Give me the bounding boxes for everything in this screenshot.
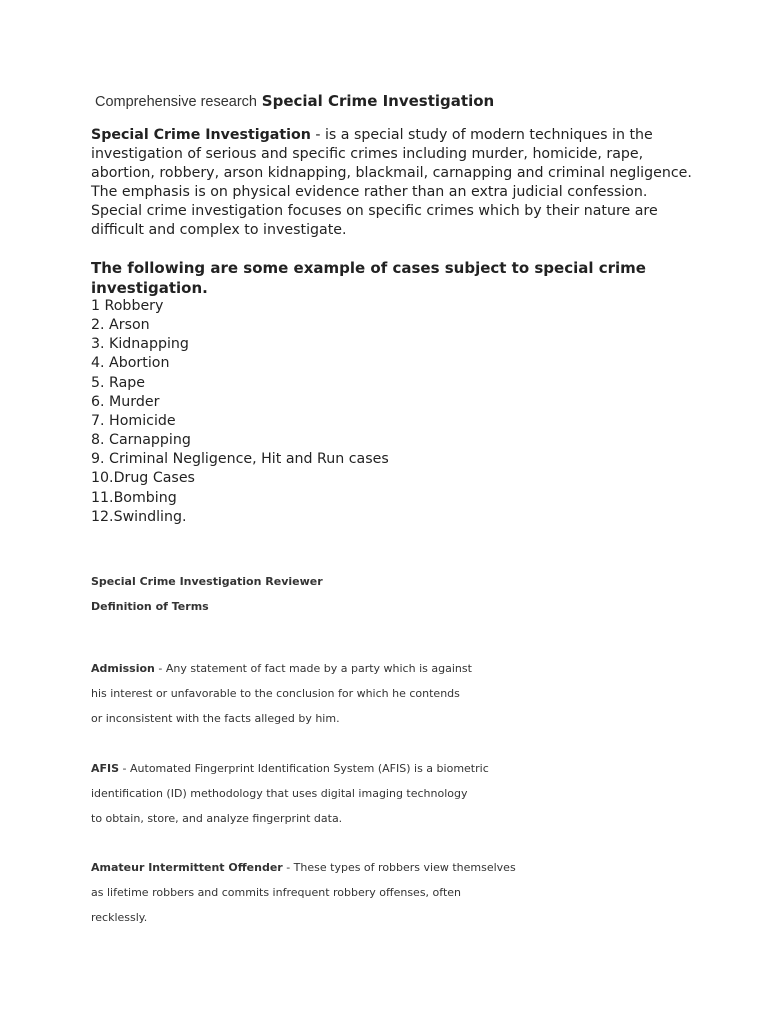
intro-term: Special Crime Investigation	[91, 127, 311, 143]
list-item: 11.Bombing	[91, 489, 177, 506]
term-line: identification (ID) methodology that uses digital imaging technology	[91, 787, 468, 800]
term-definition-afis	[91, 756, 731, 831]
term-line: to obtain, store, and analyze fingerprint data.	[91, 812, 343, 825]
term-text: - Automated Fingerprint Identification System (AFIS) is a biometric	[119, 762, 489, 775]
intro-line: The emphasis is on physical evidence rather than an extra judicial confession.	[91, 184, 648, 200]
cases-heading: The following are some example of cases subject to special crime investigation.	[91, 259, 646, 297]
term-line	[91, 855, 731, 880]
intro-line-text: - is a special study of modern techniques in the	[310, 127, 653, 143]
list-item: 12.Swindling.	[91, 508, 187, 525]
term-line: his interest or unfavorable to the conclusion for which he contends	[91, 687, 460, 700]
list-item: 5. Rape	[91, 374, 146, 391]
intro-line: investigation of serious and specific crimes including murder, homicide, rape,	[91, 146, 644, 162]
list-item: 10.Drug Cases	[91, 470, 195, 487]
term-name: Amateur Intermittent Offender	[91, 861, 283, 874]
intro-line: difficult and complex to investigate.	[91, 222, 347, 238]
term-definition-amateur-intermittent-offender	[91, 855, 731, 930]
header-lead: Comprehensive research	[95, 94, 257, 110]
reviewer-subtitle: Definition of Terms	[91, 600, 209, 613]
list-item: 2. Arson	[91, 317, 150, 334]
term-name: Admission	[91, 662, 155, 675]
intro-line: Special crime investigation focuses on specific crimes which by their nature are	[91, 203, 658, 219]
term-definition-admission	[91, 656, 731, 731]
term-text: - Any statement of fact made by a party which is against	[154, 662, 472, 675]
intro-line: abortion, robbery, arson kidnapping, blackmail, carnapping and criminal negligence.	[91, 165, 692, 181]
document-header	[95, 92, 494, 110]
list-item: 4. Abortion	[91, 355, 170, 372]
list-item: 7. Homicide	[91, 412, 176, 429]
list-item: 6. Murder	[91, 393, 160, 410]
term-line: as lifetime robbers and commits infrequent robbery offenses, often	[91, 886, 462, 899]
term-text: - These types of robbers view themselves	[282, 861, 516, 874]
header-title: Special Crime Investigation	[261, 92, 495, 110]
cases-list	[91, 297, 389, 527]
term-line: or inconsistent with the facts alleged by him.	[91, 712, 340, 725]
list-item: 8. Carnapping	[91, 432, 191, 449]
reviewer-title: Special Crime Investigation Reviewer	[91, 575, 323, 588]
intro-line	[91, 126, 691, 145]
term-name: AFIS	[91, 762, 120, 775]
term-line	[91, 656, 731, 681]
intro-paragraph	[91, 126, 691, 240]
term-line	[91, 756, 731, 781]
term-line: recklessly.	[91, 911, 148, 924]
list-item: 9. Criminal Negligence, Hit and Run cases	[91, 451, 389, 468]
list-item: 1 Robbery	[91, 298, 164, 314]
list-item: 3. Kidnapping	[91, 336, 189, 353]
